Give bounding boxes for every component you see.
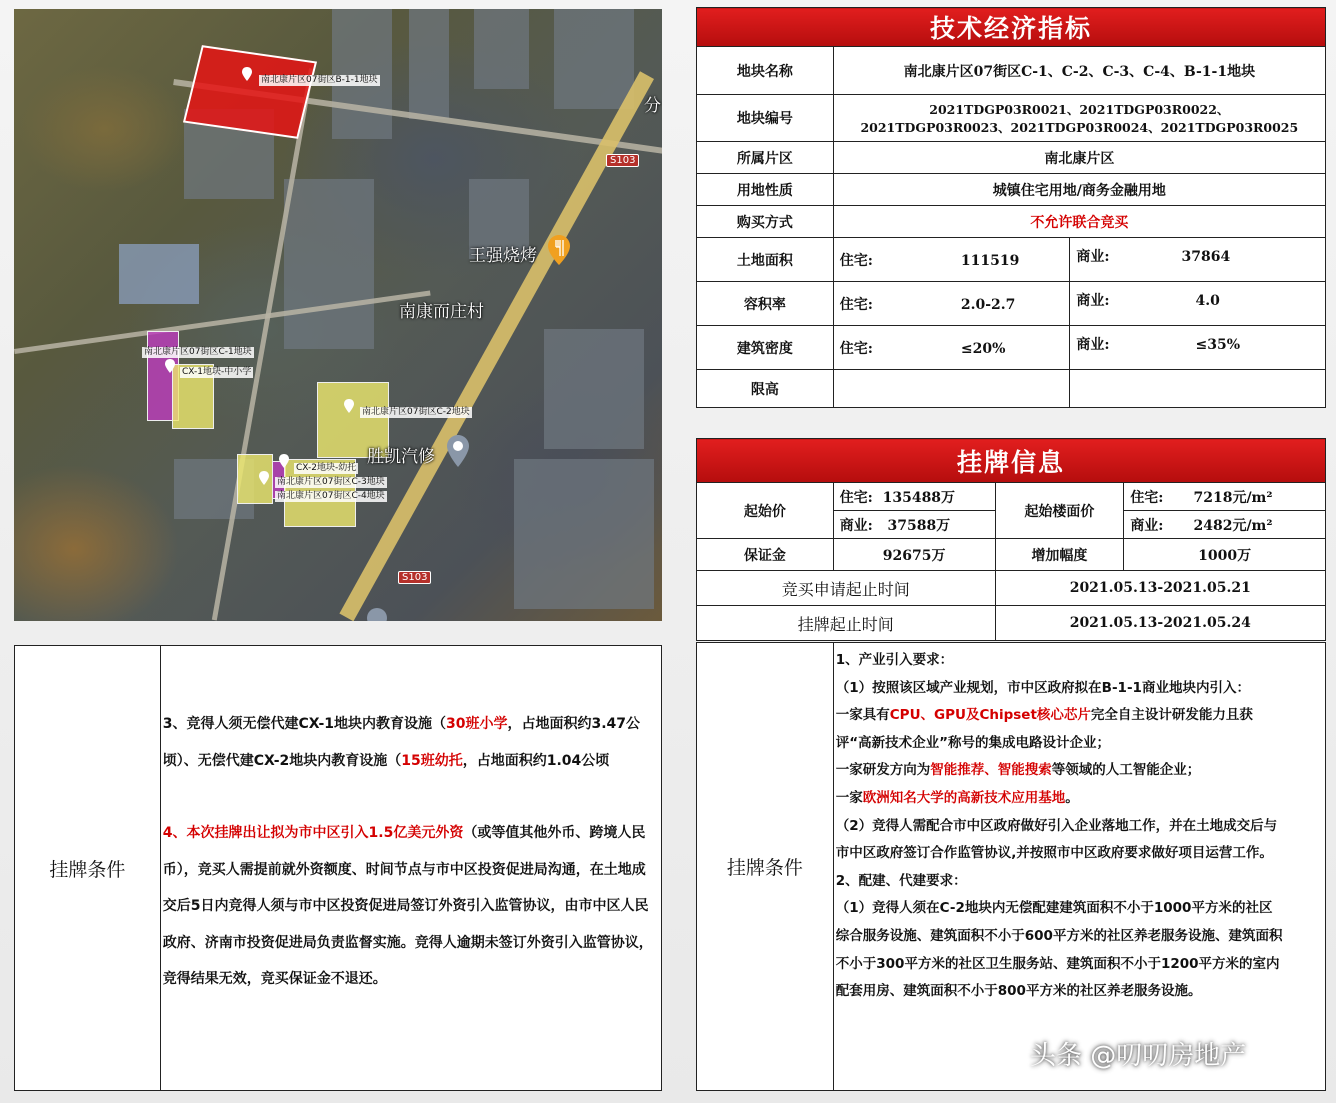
right-conditions-text: [833, 643, 1325, 1091]
requirement-text: 等领域的人工智能企业；: [1051, 762, 1201, 779]
requirement-text: 一家具有: [835, 707, 890, 724]
satellite-map[interactable]: [14, 9, 662, 621]
apply-period-label: 竞买申请起止时间: [697, 571, 996, 606]
listing-period-value: 2021.05.13-2021.05.24: [995, 606, 1325, 641]
plot-code-value: [833, 95, 1325, 142]
map-building-block: [514, 459, 654, 609]
height-limit-label: 限高: [697, 370, 834, 408]
plot-name-value: 南北康片区07街区C-1、C-2、C-3、C-4、B-1-1地块: [833, 47, 1325, 95]
map-building-block: [119, 244, 199, 304]
floor-price-label: 起始楼面价: [995, 483, 1124, 539]
density-label: 建筑密度: [697, 326, 834, 370]
residential-label: 住宅:: [839, 296, 873, 313]
requirement-text: 完全自主设计研发能力且获评“高新技术企业”称号的集成电路设计企业；: [835, 707, 1253, 751]
apply-period-value: 2021.05.13-2021.05.21: [995, 571, 1325, 606]
height-limit-residential: [833, 370, 1070, 408]
residential-value: 111519: [960, 252, 1020, 269]
requirement-line: [836, 785, 1285, 813]
floor-price-commercial: [1124, 511, 1326, 539]
plot-label-cx1: CX-1地块-中小学: [182, 367, 252, 377]
commercial-value: 37864: [1181, 249, 1231, 265]
land-use-value: 城镇住宅用地/商务金融用地: [833, 174, 1325, 206]
condition-text: ，占地面积约3.47公顷）、无偿代建CX-2地块内教育设施（: [162, 716, 641, 769]
restaurant-pin-icon: [548, 235, 570, 265]
poi-edge-text: 分: [644, 96, 661, 116]
requirement-line: [836, 757, 1285, 785]
right-conditions-table: [696, 642, 1326, 1091]
commercial-label: 商业:: [1076, 293, 1110, 309]
requirement-line: [836, 702, 1285, 757]
listing-table-title: 挂牌信息: [697, 439, 1326, 483]
listing-info-table: [696, 438, 1326, 641]
condition-text: ，占地面积约1.04公顷: [462, 752, 610, 769]
district-label: 所属片区: [697, 142, 834, 174]
land-area-label: 土地面积: [697, 238, 834, 282]
land-use-label: 用地性质: [697, 174, 834, 206]
condition-item-3: [163, 706, 659, 779]
condition-highlight: 30班小学: [446, 716, 508, 732]
commercial-value: 4.0: [1195, 293, 1220, 309]
commercial-label: 商业:: [1076, 337, 1110, 353]
residential-value: ≤20%: [960, 340, 1006, 357]
residential-value: 2.0-2.7: [960, 296, 1016, 313]
map-building-block: [544, 329, 644, 449]
land-area-commercial: [1070, 238, 1326, 282]
map-pin-icon: [165, 359, 175, 373]
map-pin-icon: [242, 67, 252, 81]
map-pin-icon: [279, 454, 289, 468]
residential-label: 住宅:: [839, 252, 873, 269]
requirement-highlight: CPU、GPU及Chipset核心芯片: [889, 707, 1091, 724]
plot-code-line: 2021TDGP03R0021、2021TDGP03R0022、: [929, 102, 1230, 117]
plot-label-c1: 南北康片区07街区C-1地块: [144, 347, 252, 357]
commercial-value: ≤35%: [1195, 337, 1241, 353]
requirement-text: 一家研发方向为: [835, 762, 931, 779]
left-conditions-label: 挂牌条件: [15, 646, 161, 1091]
map-pin-icon: [366, 607, 388, 621]
plot-b11[interactable]: [183, 45, 317, 139]
increment-label: 增加幅度: [995, 539, 1124, 571]
map-building-block: [554, 9, 634, 109]
commercial-value: 2482元/m²: [1193, 517, 1273, 534]
map-building-block: [474, 9, 529, 89]
requirement-line: （1）按照该区域产业规划，市中区政府拟在B-1-1商业地块内引入：: [835, 679, 1250, 696]
road-shield-s103: S103: [606, 154, 639, 167]
condition-text: 3、竞得人须无偿代建CX-1地块内教育设施（: [162, 716, 446, 732]
start-price-commercial: 商业: 37588万: [833, 511, 995, 539]
listing-period-label: 挂牌起止时间: [697, 606, 996, 641]
map-building-block: [332, 9, 392, 139]
requirement-text: 一家: [835, 789, 863, 806]
auto-repair-pin-icon: [447, 435, 469, 467]
right-conditions-label: 挂牌条件: [697, 643, 834, 1091]
residential-label: 住宅:: [1130, 489, 1164, 506]
requirement-text: 。: [1065, 789, 1079, 806]
residential-value: 7218元/m²: [1193, 489, 1273, 506]
commercial-label: 商业:: [1076, 249, 1110, 265]
density-commercial: [1070, 326, 1326, 370]
tech-table-title: 技术经济指标: [697, 8, 1326, 47]
deposit-value: 92675万: [833, 539, 995, 571]
map-building-block: [284, 179, 374, 349]
start-price-residential: 住宅: 135488万: [833, 483, 995, 511]
tech-indicator-table: [696, 7, 1326, 408]
plot-label-c2: 南北康片区07街区C-2地块: [362, 407, 470, 417]
watermark: 头条 @叨叨房地产: [1030, 1041, 1247, 1071]
purchase-method-value: 不允许联合竞买: [833, 206, 1325, 238]
far-residential: [833, 282, 1070, 326]
increment-value: 1000万: [1124, 539, 1326, 571]
map-building-block: [409, 9, 449, 119]
plot-label-cx2: CX-2地块-幼托: [296, 463, 357, 473]
district-value: 南北康片区: [833, 142, 1325, 174]
plot-code-line: 2021TDGP03R0023、2021TDGP03R0024、2021TDGP03R0025: [860, 120, 1299, 135]
requirement-line: （1）竞得人须在C-2地块内无偿配建建筑面积不小于1000平方米的社区综合服务设施、建筑面积不小于600平方米的社区养老服务设施、建筑面积不小于300平方米的社区卫生服务站、建筑面积不小于1200平方米的室内配套用房、建筑面积不小于800平方米的社区养老服务设施。: [835, 900, 1283, 1000]
map-pin-icon: [259, 471, 269, 485]
far-label: 容积率: [697, 282, 834, 326]
left-conditions-text: [160, 646, 661, 1091]
floor-price-residential: [1124, 483, 1326, 511]
left-conditions-table: [14, 645, 662, 1091]
map-pin-icon: [344, 399, 354, 413]
plot-name-label: 地块名称: [697, 47, 834, 95]
condition-text: （或等值其他外币、跨境人民币），竞买人需提前就外资额度、时间节点与市中区投资促进局沟通，在土地成交后5日内竞得人须与市中区投资促进局签订外资引入监管协议，由市中区人民政府、济南市投资促进局负责监督实施。竞得人逾期未签订外资引入监管协议，竞得结果无效，竞买保证金不退还。: [162, 825, 653, 987]
poi-restaurant[interactable]: 王强烧烤: [469, 246, 537, 266]
height-limit-commercial: [1070, 370, 1326, 408]
density-residential: [833, 326, 1070, 370]
plot-label-c4: 南北康片区07街区C-4地块: [277, 491, 385, 501]
requirement-highlight: 欧洲知名大学的高新技术应用基地: [862, 789, 1066, 806]
condition-item-4: [163, 815, 659, 998]
requirement-line: 2、配建、代建要求：: [835, 872, 967, 889]
poi-auto-repair[interactable]: 胜凯汽修: [367, 447, 435, 467]
purchase-method-label: 购买方式: [697, 206, 834, 238]
requirement-line: （2）竞得人需配合市中区政府做好引入企业落地工作，并在土地成交后与市中区政府签订合作监管协议,并按照市中区政府要求做好项目运营工作。: [835, 817, 1278, 862]
plot-label-c3: 南北康片区07街区C-3地块: [277, 477, 385, 487]
condition-highlight: 4、本次挂牌出让拟为市中区引入1.5亿美元外资: [162, 825, 464, 841]
land-area-residential: [833, 238, 1070, 282]
plot-label-b11: 南北康片区07街区B-1-1地块: [261, 75, 378, 85]
commercial-label: 商业:: [1130, 517, 1164, 534]
condition-highlight: 15班幼托: [401, 752, 463, 769]
poi-village: 南康而庄村: [399, 302, 484, 322]
start-price-label: 起始价: [697, 483, 834, 539]
far-commercial: [1070, 282, 1326, 326]
deposit-label: 保证金: [697, 539, 834, 571]
requirement-highlight: 智能推荐、智能搜索: [930, 762, 1052, 779]
residential-label: 住宅:: [839, 340, 873, 357]
road-shield-s103: S103: [398, 571, 431, 584]
plot-code-label: 地块编号: [697, 95, 834, 142]
requirement-line: 1、产业引入要求：: [835, 652, 954, 668]
